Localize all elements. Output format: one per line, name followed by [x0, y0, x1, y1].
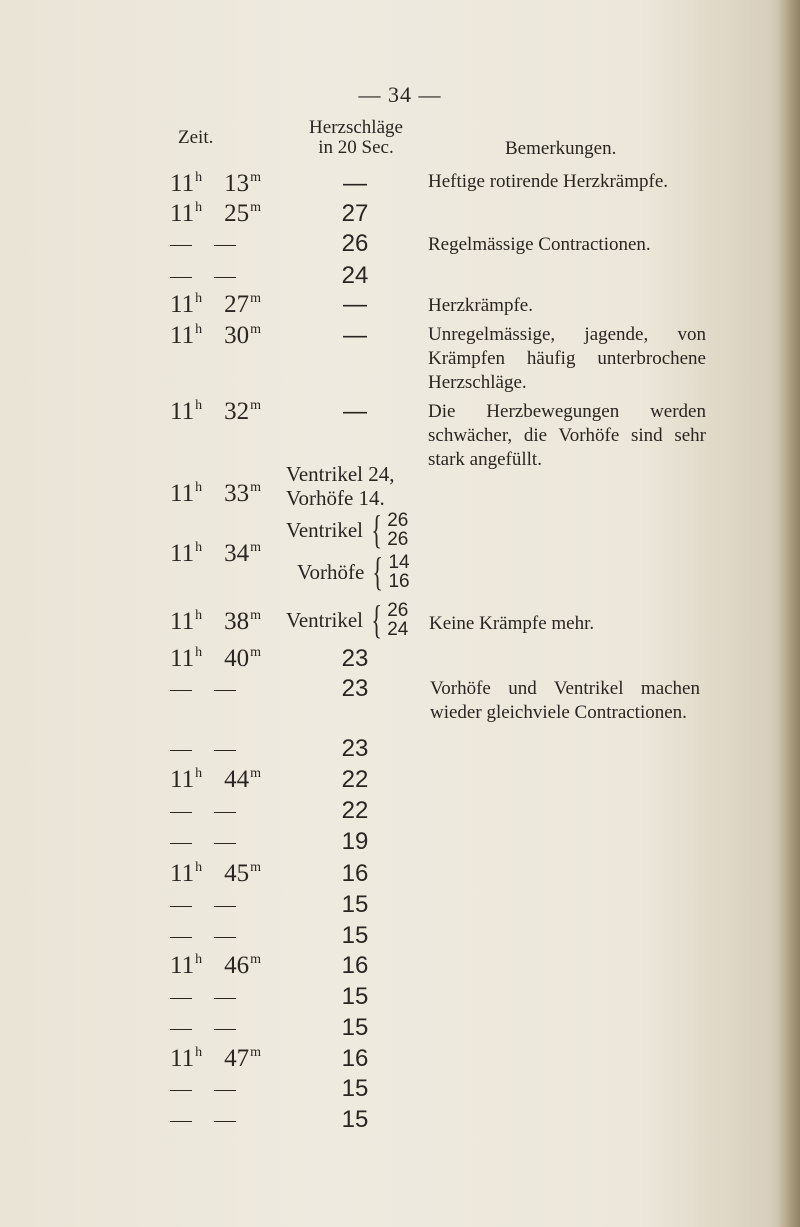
time-cell: 11$^h$ 27$^m$ — [170, 291, 261, 318]
time-cell-ditto — [170, 735, 236, 763]
beats-cell: 24 — [341, 262, 369, 289]
beats-cell: 23 — [341, 675, 369, 702]
beats-cell: 23 — [341, 735, 369, 762]
time-cell: 11$^h$ 13$^m$ — [170, 170, 261, 197]
remark-cell: Unregelmässige, jagende, von Krämpfen häufig unterbrochene Herzschläge. — [428, 324, 706, 393]
beats-ventricle: Ventrikel 24, — [286, 462, 395, 486]
beats-pair-atria: Vorhöfe { 14 16 — [297, 549, 410, 594]
time-cell: 11$^h$ 33$^m$ — [170, 480, 261, 507]
remark-cell: Vorhöfe und Ventrikel machen wieder gleichviele Contractionen. — [430, 678, 700, 723]
time-cell-ditto — [170, 828, 236, 856]
time-cell: 11$^h$ 38$^m$ — [170, 608, 261, 635]
time-cell-ditto — [170, 230, 236, 258]
time-cell: 11$^h$ 46$^m$ — [170, 952, 261, 979]
beats-pair-ventricle: Ventrikel { 26 24 — [286, 597, 409, 642]
remark-cell: Regelmässige Contractionen. — [428, 234, 651, 255]
remark-cell: Die Herzbewegungen werden schwächer, die Vorhöfe sind sehr stark angefüllt. — [428, 401, 706, 470]
header-beats-line1: Herzschläge — [309, 117, 403, 138]
beats-cell: — — [343, 170, 367, 197]
time-cell-ditto — [170, 1106, 236, 1134]
pair-label: Vorhöfe — [297, 559, 365, 584]
beats-cell: 15 — [341, 983, 369, 1010]
time-cell: 11$^h$ 40$^m$ — [170, 645, 261, 672]
time-cell-ditto — [170, 983, 236, 1011]
pair-label: Ventrikel — [286, 607, 363, 632]
beats-cell: 15 — [341, 1075, 369, 1102]
beats-pair-ventricle: Ventrikel { 26 26 — [286, 507, 409, 552]
time-cell: 11$^h$ 44$^m$ — [170, 766, 261, 793]
time-cell-ditto — [170, 262, 236, 290]
beats-cell: 16 — [341, 860, 369, 887]
header-beats-line2: in 20 Sec. — [318, 137, 394, 158]
beats-cell: — — [343, 322, 367, 349]
remark-cell: Keine Krämpfe mehr. — [429, 613, 595, 634]
beats-cell: 22 — [341, 797, 369, 824]
page-edge — [778, 0, 800, 1227]
beats-cell: 23 — [341, 645, 369, 672]
beats-cell: 16 — [341, 1045, 369, 1072]
beats-cell: — — [343, 398, 367, 425]
header-beats — [296, 118, 416, 158]
time-cell: 11$^h$ 47$^m$ — [170, 1045, 261, 1072]
brace-glyph: { — [371, 507, 382, 552]
beats-cell: 15 — [341, 1014, 369, 1041]
time-cell-ditto — [170, 797, 236, 825]
page-number: — 34 — — [358, 82, 442, 107]
beats-cell: 15 — [341, 1106, 369, 1133]
beats-cell: 19 — [341, 828, 369, 855]
time-cell: 11$^h$ 32$^m$ — [170, 398, 261, 425]
time-cell: 11$^h$ 30$^m$ — [170, 322, 261, 349]
brace-glyph: { — [372, 549, 384, 594]
time-cell: 11$^h$ 45$^m$ — [170, 860, 261, 887]
time-cell-ditto — [170, 922, 236, 950]
remark-cell: Herzkrämpfe. — [428, 295, 533, 316]
beats-cell: 22 — [341, 766, 369, 793]
time-cell: 11$^h$ 34$^m$ — [170, 540, 261, 567]
beats-cell: — — [343, 291, 367, 318]
time-cell-ditto — [170, 1014, 236, 1042]
beats-cell — [286, 462, 426, 510]
time-cell-ditto — [170, 1075, 236, 1103]
beats-cell: 27 — [341, 200, 369, 227]
time-cell: 11$^h$ 25$^m$ — [170, 200, 261, 227]
beats-cell: 26 — [341, 230, 369, 257]
beats-cell: 15 — [341, 922, 369, 949]
beats-atria: Vorhöfe 14. — [286, 486, 385, 510]
header-time: Zeit. — [178, 127, 214, 148]
beats-cell: 15 — [341, 891, 369, 918]
time-cell-ditto — [170, 675, 236, 703]
beats-cell: 16 — [341, 952, 369, 979]
brace-glyph: { — [371, 597, 382, 642]
pair-label: Ventrikel — [286, 517, 363, 542]
remark-cell: Heftige rotirende Herzkrämpfe. — [428, 171, 669, 192]
header-remarks: Bemerkungen. — [505, 138, 617, 159]
time-cell-ditto — [170, 891, 236, 919]
